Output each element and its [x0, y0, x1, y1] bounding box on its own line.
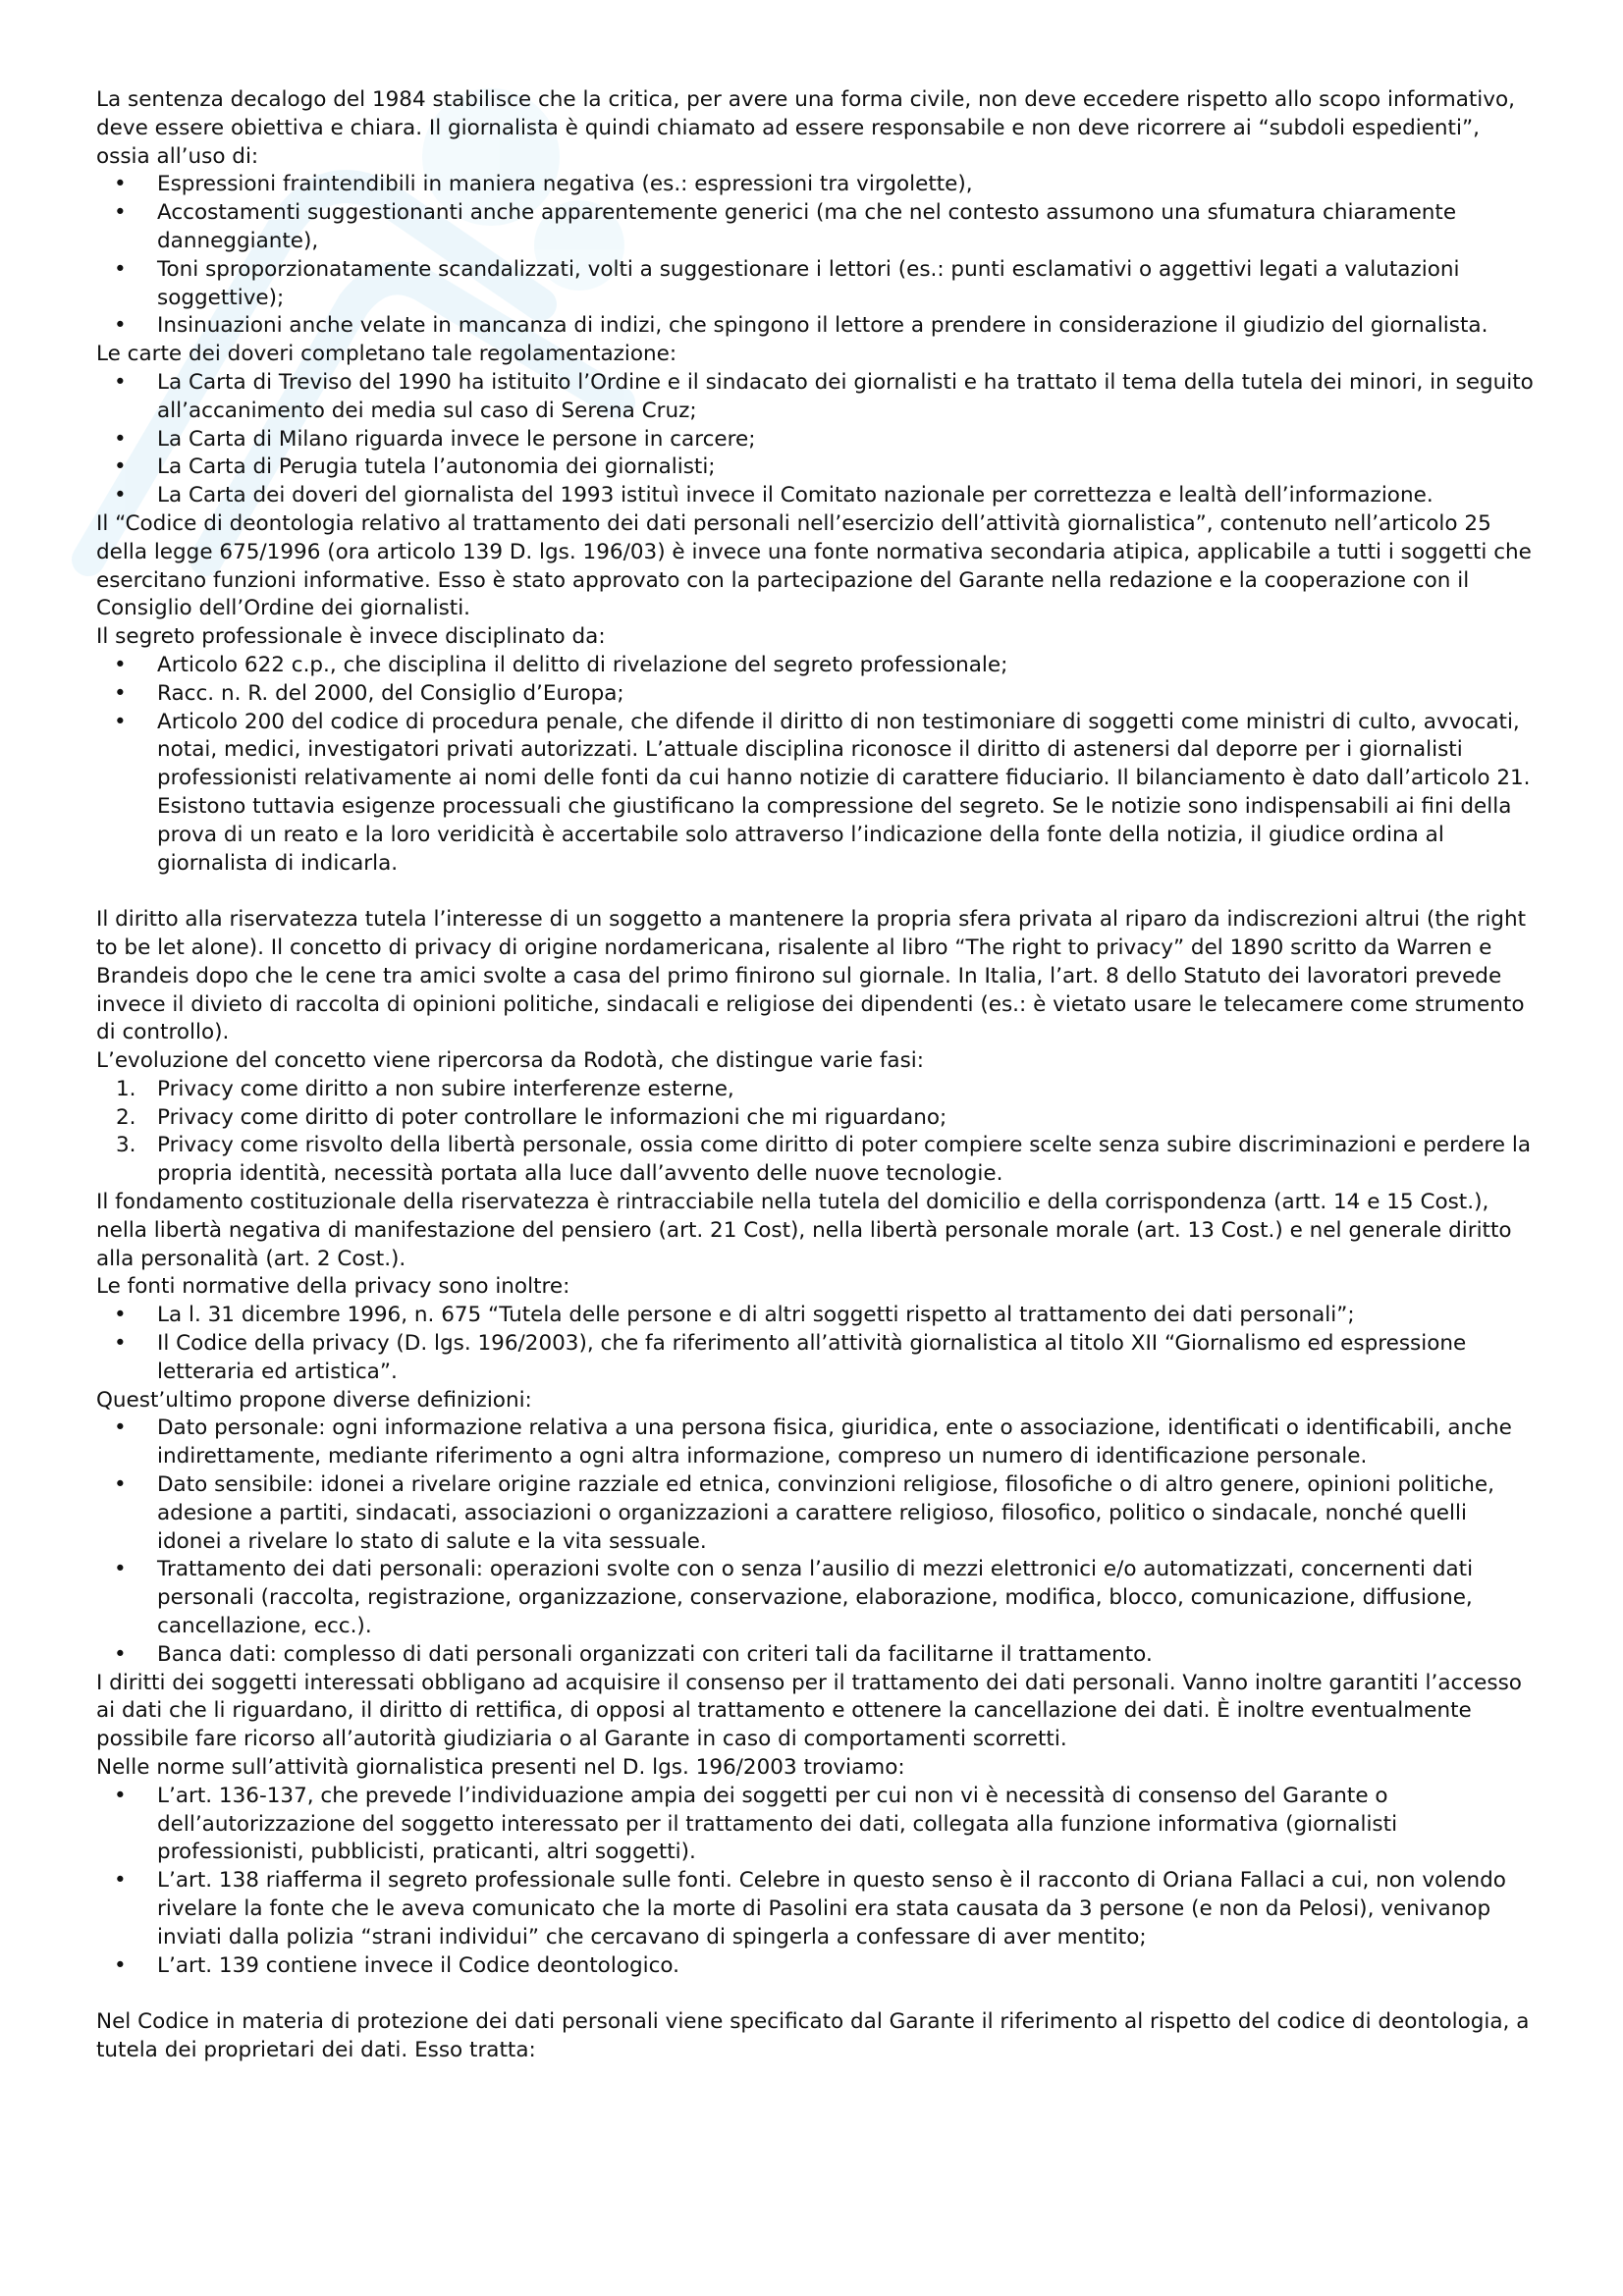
list-item: • L’art. 139 contiene invece il Codice deontologico.	[96, 1952, 1535, 1981]
bullet-list	[96, 369, 1535, 510]
bullet-list	[96, 652, 1535, 878]
list-item: • La Carta di Perugia tutela l’autonomia dei giornalisti;	[96, 454, 1535, 482]
list-item: • Articolo 622 c.p., che disciplina il delitto di rivelazione del segreto professionale;	[96, 652, 1535, 680]
list-item-text: Privacy come risvolto della libertà personale, ossia come diritto di poter compiere scelte senza subire discriminazioni e perdere la propria identità, necessità portata alla luce dall’avvento delle nuove tecnologie.	[157, 1133, 1532, 1187]
numbered-list	[96, 1076, 1535, 1189]
bullet-list	[96, 1783, 1535, 1981]
paragraph: Il fondamento costituzionale della riservatezza è rintracciabile nella tutela del domicilio e della corrispondenza (artt. 14 e 15 Cost.), nella libertà negativa di manifestazione del pensiero (art. 21 Cost), nella libertà personale morale (art. 13 Cost.) e nel generale diritto alla personalità (art. 2 Cost.).	[96, 1190, 1512, 1271]
list-item: • La l. 31 dicembre 1996, n. 675 “Tutela delle persone e di altri soggetti rispetto al trattamento dei dati personali”;	[96, 1302, 1535, 1330]
paragraph-spacer	[96, 1980, 1535, 2008]
bullet-list	[96, 1415, 1535, 1669]
paragraph-spacer	[96, 878, 1535, 906]
list-item: • Articolo 200 del codice di procedura penale, che difende il diritto di non testimoniare di soggetti come ministri di culto, avvocati, notai, medici, investigatori privati autorizzati. L’attuale disciplina riconosce il diritto di astenersi dal deporre per i giornalisti professionisti relativamente ai nomi delle fonti da cui hanno notizie di carattere fiduciario. Il bilanciamento è dato dall’articolo 21. Esistono tuttavia esigenze processuali che giustificano la compressione del segreto. Se le notizie sono indispensabili ai fini della prova di un reato e la loro veridicità è accertabile solo attraverso l’indicazione della fonte della notizia, il giudice ordina al giornalista di indicarla.	[96, 709, 1535, 879]
list-item: • Il Codice della privacy (D. lgs. 196/2003), che fa riferimento all’attività giornalistica al titolo XII “Giornalismo ed espressione letteraria ed artistica”.	[96, 1330, 1535, 1387]
paragraph: Il diritto alla riservatezza tutela l’interesse di un soggetto a mantenere la propria sfera privata al riparo da indiscrezioni altrui (the right to be let alone). Il concetto di privacy di origine nordamericana, risalente al libro “The right to privacy” del 1890 scritto da Warren e Brandeis dopo che le cene tra amici svolte a casa del primo finirono sul giornale. In Italia, l’art. 8 dello Statuto dei lavoratori prevede invece il divieto di raccolta di opinioni politiche, sindacali e religiose dei dipendenti (es.: è vietato usare le telecamere come strumento di controllo).	[96, 907, 1527, 1045]
list-item: • Espressioni fraintendibili in maniera negativa (es.: espressioni tra virgolette),	[96, 171, 1535, 199]
bullet-list	[96, 171, 1535, 341]
list-item: • La Carta di Milano riguarda invece le persone in carcere;	[96, 426, 1535, 454]
paragraph: La sentenza decalogo del 1984 stabilisce che la critica, per avere una forma civile, non deve eccedere rispetto allo scopo informativo, deve essere obiettiva e chiara. Il giornalista è quindi chiamato ad essere responsabile e non deve ricorrere ai “subdoli espedienti”, ossia all’uso di:	[96, 87, 1515, 169]
paragraph: Il segreto professionale è invece disciplinato da:	[96, 624, 606, 650]
list-item: • Dato personale: ogni informazione relativa a una persona fisica, giuridica, ente o associazione, identificati o identificabili, anche indirettamente, mediante riferimento a ogni altra informazione, compreso un numero di identificazione personale.	[96, 1415, 1535, 1471]
list-item-text: Privacy come diritto a non subire interferenze esterne,	[157, 1076, 734, 1101]
list-item	[96, 1076, 1535, 1104]
paragraph: Le fonti normative della privacy sono inoltre:	[96, 1274, 570, 1300]
list-item: • L’art. 136-137, che prevede l’individuazione ampia dei soggetti per cui non vi è necessità di consenso del Garante o dell’autorizzazione del soggetto interessato per il trattamento dei dati, collegata alla funzione informativa (giornalisti professionisti, pubblicisti, praticanti, altri soggetti).	[96, 1783, 1535, 1867]
paragraph: Nel Codice in materia di protezione dei dati personali viene specificato dal Garante il riferimento al rispetto del codice di deontologia, a tutela dei proprietari dei dati. Esso tratta:	[96, 2009, 1530, 2062]
paragraph: Quest’ultimo propone diverse definizioni:	[96, 1387, 532, 1413]
list-item: • Racc. n. R. del 2000, del Consiglio d’Europa;	[96, 680, 1535, 709]
list-item: • Trattamento dei dati personali: operazioni svolte con o senza l’ausilio di mezzi elettronici e/o automatizzati, concernenti dati personali (raccolta, registrazione, organizzazione, conservazione, elaborazione, modifica, blocco, comunicazione, diffusione, cancellazione, ecc.).	[96, 1556, 1535, 1640]
list-number: 3.	[116, 1133, 136, 1158]
list-item	[96, 1132, 1535, 1189]
list-item: • L’art. 138 riafferma il segreto professionale sulle fonti. Celebre in questo senso è il racconto di Oriana Fallaci a cui, non volendo rivelare la fonte che le aveva comunicato che la morte di Pasolini era stata causata da 3 persone (e non da Pelosi), venivanop inviati dalla polizia “strani individui” che cercavano di spingerla a confessare di aver mentito;	[96, 1867, 1535, 1951]
paragraph: Le carte dei doveri completano tale regolamentazione:	[96, 342, 677, 367]
paragraph: Nelle norme sull’attività giornalistica presenti nel D. lgs. 196/2003 troviamo:	[96, 1755, 905, 1781]
list-item: • Toni sproporzionatamente scandalizzati, volti a suggestionare i lettori (es.: punti esclamativi o aggettivi legati a valutazioni soggettive);	[96, 256, 1535, 313]
list-number: 2.	[116, 1104, 136, 1130]
bullet-list	[96, 1302, 1535, 1386]
list-item: • Banca dati: complesso di dati personali organizzati con criteri tali da facilitarne il trattamento.	[96, 1641, 1535, 1670]
list-item-text: Privacy come diritto di poter controllare le informazioni che mi riguardano;	[157, 1104, 947, 1130]
list-item: • Dato sensibile: idonei a rivelare origine razziale ed etnica, convinzioni religiose, filosofiche o di altro genere, opinioni politiche, adesione a partiti, sindacati, associazioni o organizzazioni a carattere religioso, filosofico, politico o sindacale, nonché quelli idonei a rivelare lo stato di salute e la vita sessuale.	[96, 1471, 1535, 1556]
paragraph: I diritti dei soggetti interessati obbligano ad acquisire il consenso per il trattamento dei dati personali. Vanno inoltre garantiti l’accesso ai dati che li riguardano, il diritto di rettifica, di opposi al trattamento e ottenere la cancellazione dei dati. È inoltre eventualmente possibile fare ricorso all’autorità giudiziaria o al Garante in caso di comportamenti scorretti.	[96, 1670, 1522, 1752]
list-number: 1.	[116, 1076, 136, 1101]
list-item: • La Carta dei doveri del giornalista del 1993 istituì invece il Comitato nazionale per correttezza e lealtà dell’informazione.	[96, 482, 1535, 510]
list-item: • Insinuazioni anche velate in mancanza di indizi, che spingono il lettore a prendere in considerazione il giudizio del giornalista.	[96, 312, 1535, 341]
document-body	[96, 86, 1535, 2065]
list-item	[96, 1104, 1535, 1133]
paragraph: L’evoluzione del concetto viene ripercorsa da Rodotà, che distingue varie fasi:	[96, 1048, 924, 1074]
paragraph: Il “Codice di deontologia relativo al trattamento dei dati personali nell’esercizio dell’attività giornalistica”, contenuto nell’articolo 25 della legge 675/1996 (ora articolo 139 D. lgs. 196/03) è invece una fonte normativa secondaria atipica, applicabile a tutti i soggetti che esercitano funzioni informative. Esso è stato approvato con la partecipazione del Garante nella redazione e la cooperazione con il Consiglio dell’Ordine dei giornalisti.	[96, 510, 1532, 621]
list-item: • La Carta di Treviso del 1990 ha istituito l’Ordine e il sindacato dei giornalisti e ha trattato il tema della tutela dei minori, in seguito all’accanimento dei media sul caso di Serena Cruz;	[96, 369, 1535, 426]
list-item: • Accostamenti suggestionanti anche apparentemente generici (ma che nel contesto assumono una sfumatura chiaramente danneggiante),	[96, 199, 1535, 256]
